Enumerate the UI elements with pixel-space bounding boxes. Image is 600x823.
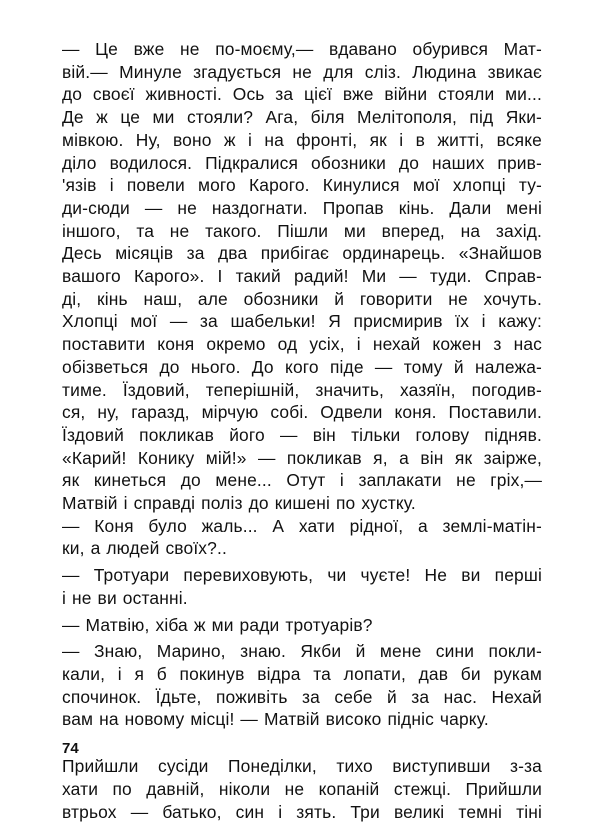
text-line: спочинок. Їдьте, поживіть за себе й за нас. Нехай	[62, 686, 542, 709]
text-line: тиме. Їздовий, теперішній, значить, хазяїн, погодив-	[62, 379, 542, 402]
text-line: — Матвію, хіба ж ми ради тротуарів?	[62, 614, 542, 637]
text-line: кали, і я б покинув відра та лопати, дав би рукам	[62, 663, 542, 686]
text-line: іншого, та не такого. Пішли ми вперед, на захід.	[62, 220, 542, 243]
text-line: мівкою. Ну, воно ж і на фронті, як і в житті, всяке	[62, 129, 542, 152]
text-line: — Тротуари перевиховують, чи чуєте! Не ви перші	[62, 564, 542, 587]
text-line: ся, ну, гаразд, мірчую собі. Одвели коня. Поставили.	[62, 401, 542, 424]
text-line: 'язів і повели мого Карого. Кинулися мої хлопці ту-	[62, 174, 542, 197]
paragraph-toast	[62, 640, 542, 731]
page-number: 74	[62, 740, 79, 757]
paragraph-neighbors	[62, 755, 542, 823]
text-line: як кинеться до мене... Отут і заплакати не гріх,—	[62, 469, 542, 492]
text-line: діло водилося. Підкралися обозники до наших прив-	[62, 152, 542, 175]
text-line: — Знаю, Марино, знаю. Якби й мене сини покли-	[62, 640, 542, 663]
text-line: ді, кінь наш, але обозники й говорити не хочуть.	[62, 288, 542, 311]
text-line: Хлопці мої — за шабельки! Я присмирив їх і кажу:	[62, 310, 542, 333]
text-line: Матвій і справді поліз до кишені по хустку.	[62, 492, 542, 515]
text-line: Прийшли сусіди Понеділки, тихо виступивши з-за	[62, 755, 542, 778]
text-line: до своєї живності. Ось за цієї вже війни стояли ми...	[62, 83, 542, 106]
paragraph-sidewalks	[62, 564, 542, 609]
text-line: і не ви останні.	[62, 587, 542, 610]
text-line: ди-сюди — не наздогнати. Пропав кінь. Дали мені	[62, 197, 542, 220]
text-line: — Це вже не по-моєму,— вдавано обурився Мат-	[62, 38, 542, 61]
text-line: хати по давній, ніколи не копаній стежці. Прийшли	[62, 778, 542, 801]
text-line: Де ж це ми стояли? Ага, біля Мелітополя, під Яки-	[62, 106, 542, 129]
text-line: «Карий! Конику мій!» — покликав я, а він як заірже,	[62, 447, 542, 470]
text-line: вій.— Минуле згадується не для сліз. Людина звикає	[62, 61, 542, 84]
text-line: обізветься до нього. До кого піде — тому й належа-	[62, 356, 542, 379]
paragraph-matviy-story	[62, 38, 542, 515]
text-line: втрьох — батько, син і зять. Три великі темні тіні	[62, 801, 542, 823]
paragraph-horse-pity	[62, 515, 542, 560]
text-line: Їздовий покликав його — він тільки голову підняв.	[62, 424, 542, 447]
text-line: — Коня було жаль... А хати рідної, а землі-матін-	[62, 515, 542, 538]
paragraph-question	[62, 614, 542, 637]
text-line: поставити коня окремо од усіх, і нехай кожен з нас	[62, 333, 542, 356]
text-line: вам на новому місці! — Матвій високо підніс чарку.	[62, 708, 542, 731]
page-body	[62, 38, 542, 823]
text-line: вашого Карого». І такий радий! Ми — туди. Справ-	[62, 265, 542, 288]
text-line: ки, а людей своїх?..	[62, 537, 542, 560]
text-line: Десь місяців за два прибігає ординарець. «Знайшов	[62, 242, 542, 265]
